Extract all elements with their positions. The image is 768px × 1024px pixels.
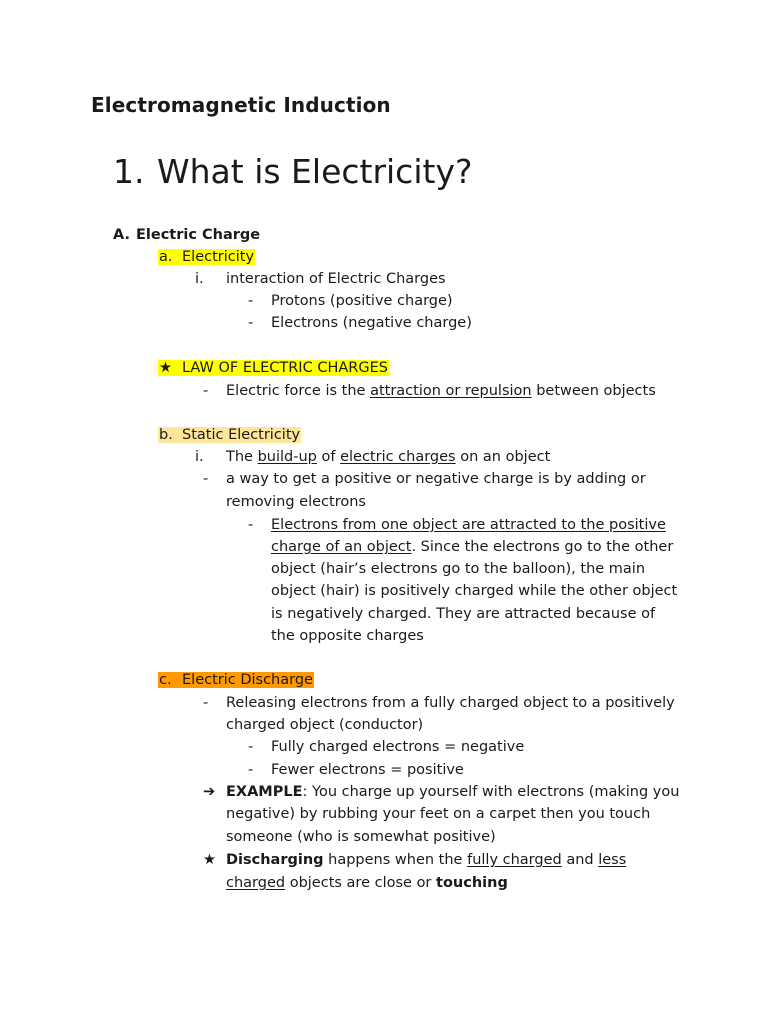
item-c-point-dash-cont: charged object (conductor) [226,717,424,733]
section-title: What is Electricity? [157,152,473,191]
star-icon: ★ [159,360,172,376]
section-heading [113,152,472,191]
arrow-right-icon: ➔ [203,784,216,800]
list-item-line: object (hair) is positively charged while the other object [271,583,678,599]
list-item: - Electrons (negative charge) [248,315,472,331]
list-item-line: the opposite charges [271,628,424,644]
item-b-point-i: i. The build-up of electric charges on an object [195,449,551,465]
document-title: Electromagnetic Induction [91,93,391,117]
item-c-point-dash: - Releasing electrons from a fully charged object to a positively [203,695,675,711]
subsection-a-heading: A. Electric Charge [113,227,261,243]
section-number: 1. [113,152,145,191]
discharging-point: ★ Discharging happens when the fully charged and less [203,849,626,871]
list-item: - Electrons from one object are attracted to the positive [248,517,666,533]
list-item-line: charge of an object. Since the electrons go to the other [271,539,674,555]
example-point-cont: negative) by rubbing your feet on a carpet then you touch [226,806,651,822]
item-b-point-dash-cont: removing electrons [226,494,366,510]
highlight-law: ★ LAW OF ELECTRIC CHARGES [158,360,389,376]
highlight-electricity: a. Electricity [159,249,255,265]
highlight-discharge: c. Electric Discharge [159,672,313,688]
list-item: - Fully charged electrons = negative [248,739,525,755]
highlight-static: b. Static Electricity [159,427,301,443]
item-b-heading [158,424,301,446]
item-a-point-i: i. interaction of Electric Charges [195,271,446,287]
star-icon: ★ [203,852,216,868]
item-b-point-dash: - a way to get a positive or negative charge is by adding or [203,471,646,487]
law-point: - Electric force is the attraction or repulsion between objects [203,383,656,399]
list-item: - Fewer electrons = positive [248,762,464,778]
example-point-cont: someone (who is somewhat positive) [226,829,496,845]
discharging-point-cont: charged objects are close or touching [226,875,508,891]
item-a-heading [158,246,255,268]
list-item-line: is negatively charged. They are attracted because of [271,606,656,622]
list-item-line: object (hair’s electrons go to the balloon), the main [271,561,646,577]
example-point: ➔ EXAMPLE: You charge up yourself with electrons (making you [203,781,679,803]
law-heading [158,357,389,379]
item-c-heading [158,669,314,691]
list-item: - Protons (positive charge) [248,293,453,309]
